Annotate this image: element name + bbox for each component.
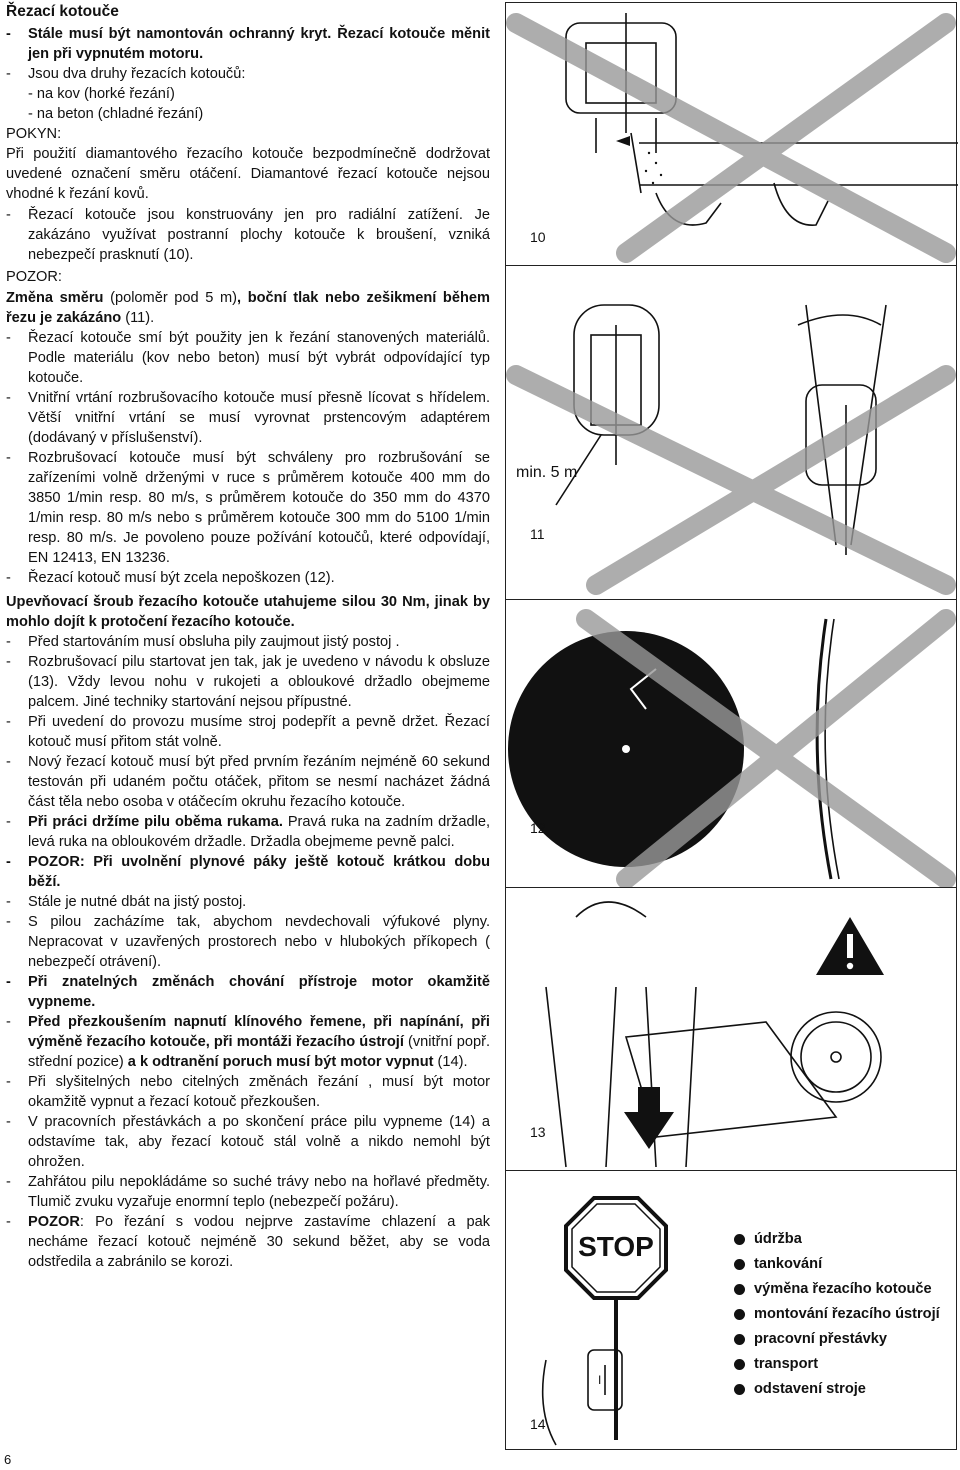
- bullet-two-hands: [6, 812, 490, 852]
- section-heading: Řezací kotouče: [6, 3, 119, 20]
- list-item: transport: [734, 1352, 940, 1377]
- two-hands-rest: Pravá ruka na zadním držadle, levá ruka na obloukovém držadle. Držadla obejmeme pevně palci.: [28, 814, 490, 850]
- bullet-throttle-release: - POZOR: Při uvolnění plynové páky ještě kotouč krátkou dobu běží.: [6, 852, 490, 892]
- figure-12-illustration: [506, 599, 958, 887]
- bullet-disc-types: - Jsou dva druhy řezacích kotoučů:: [6, 64, 490, 84]
- figure-12: [506, 599, 956, 887]
- disc-type-metal: - na kov (horké řezání): [28, 86, 175, 102]
- bullet-bore: - Vnitřní vrtání rozbrušovacího kotouče musí přesně lícovat s hřídelem. Větší vnitřní vrtání se musí vyrovnat prstencovým adaptérem (dodávaný v příslušenství).: [6, 388, 490, 448]
- figure-13-illustration: [506, 887, 958, 1170]
- list-item: tankování: [734, 1252, 940, 1277]
- bullet-stance: - Před startováním musí obsluha pily zaujmout jistý postoj .: [6, 632, 490, 652]
- figure-14-number: 14: [530, 1416, 546, 1432]
- figure-11-number: 11: [530, 526, 545, 542]
- list-item: montování řezacího ústrojí: [734, 1302, 940, 1327]
- bullet-water-cutting: [6, 1212, 490, 1272]
- list-item: údržba: [734, 1227, 940, 1252]
- engine-off-end: (14).: [433, 1054, 468, 1070]
- bullet-support: - Při uvedení do provozu musíme stroj podepřít a pevně držet. Řezací kotouč musí přitom stát volně.: [6, 712, 490, 752]
- bullet-engine-off: [6, 1012, 490, 1072]
- torque-paragraph: Upevňovací šroub řezacího kotouče utahujeme silou 30 Nm, jinak by mohlo dojít k protočení řezacího kotouče.: [6, 594, 490, 630]
- figure-11-radius-note: min. 5 m: [516, 464, 578, 481]
- warning-part-3: , boční tlak nebo zešikmení během řezu je zakázáno: [6, 290, 490, 326]
- warning-text: [6, 288, 490, 328]
- bullet-materials: - Řezací kotouče smí být použity jen k řezání stanovených materiálů. Podle materiálu (kov nebo beton) musí být vybrát odpovídající typ kotouče.: [6, 328, 490, 388]
- figure-frame: [505, 2, 957, 1450]
- note-text: Při použití diamantového řezacího kotouče bezpodmínečně dodržovat uvedené označení směru otáčení. Diamantové řezací kotouče nejsou vhodné k řezání kovů.: [6, 146, 490, 202]
- two-hands-bold: Při práci držíme pilu oběma rukama.: [28, 814, 283, 830]
- bullet-approval: - Rozbrušovací kotouče musí být schváleny pro rozbrušování se zařízeními volně drženými v ruce s průměrem kotouče 400 mm do 3850 1/min resp. 80 m/s, s průměrem kotouče do 350 mm do 4370 1/min resp. 80 m/s nebo s průměrem kotouče 300 mm do 5100 1/min resp. 80 m/s. Je povoleno pouze požívání kotoučů, které odpovídají, EN 12413, EN 13236.: [6, 448, 490, 568]
- engine-off-bold-1: Před přezkoušením napnutí klínového řemene, při napínání, při výměně řezacího kotouče, při montáži řezacího ústrojí: [28, 1014, 490, 1050]
- figure-12-number: 12: [530, 820, 546, 836]
- bullet-stance-again: - Stále je nutné dbát na jistý postoj.: [6, 892, 490, 912]
- disc-type-concrete: - na beton (chladné řezání): [28, 106, 204, 122]
- warning-part-4: (11).: [121, 310, 155, 326]
- bullet-guard: - Stále musí být namontován ochranný kryt. Řezací kotouče měnit jen při vypnutém motoru.: [6, 24, 490, 64]
- warning-label: POZOR:: [6, 269, 62, 285]
- figure-13-number: 13: [530, 1124, 546, 1140]
- engine-off-mid: (vnitřní popř. střední pozice): [28, 1034, 490, 1070]
- list-item: odstavení stroje: [734, 1377, 940, 1402]
- bullet-new-disc-test: - Nový řezací kotouč musí být před prvním řezáním nejméně 60 sekund testován při udaném počtu otáček, přitom se nesmí nacházet žádná část těla nebo osoba v otáčecím okruhu řezacího kotouče.: [6, 752, 490, 812]
- bullet-exhaust: - S pilou zacházíme tak, abychom nevdechovali výfukové plyny. Nepracovat v uzavřených prostorech nebo v hlubokých příkopech ( nebezpečí otrávení).: [6, 912, 490, 972]
- list-item: pracovní přestávky: [734, 1327, 940, 1352]
- figure-14: [506, 1170, 956, 1451]
- bullet-breaks: - V pracovních přestávkách a po skončení práce pilu vypneme (14) a odstavíme tak, aby řezací kotouč stál volně a nikdo nemohl být ohrožen.: [6, 1112, 490, 1172]
- water-cutting-label: POZOR: [28, 1214, 80, 1230]
- bullet-behavior-change: - Při znatelných změnách chování přístroje motor okamžitě vypneme.: [6, 972, 490, 1012]
- page-number: 6: [4, 1452, 12, 1467]
- figure-10: [506, 3, 956, 265]
- figure-10-number: 10: [530, 229, 546, 245]
- bullet-undamaged: - Řezací kotouč musí být zcela nepoškozen (12).: [6, 568, 490, 588]
- instructions-column: [6, 2, 490, 1272]
- engine-switch-label: I: [598, 1373, 602, 1387]
- warning-part-2: (poloměr pod 5 m): [103, 290, 238, 306]
- figure-10-illustration: [506, 3, 958, 265]
- note-label: POKYN:: [6, 126, 62, 142]
- list-item: výměna řezacího kotouče: [734, 1277, 940, 1302]
- engine-off-situations-list: [734, 1227, 940, 1402]
- bullet-radial-load: - Řezací kotouče jsou konstruovány jen pro radiální zatížení. Je zakázáno využívat postranní plochy kotouče k broušení, vzniká nebezpečí prasknutí (10).: [6, 205, 490, 265]
- bullet-hot-saw: - Zahřátou pilu nepokládáme so suché trávy nebo na hořlavé předměty. Tlumič zvuku vyzařuje enormní teplo (nebezpečí požáru).: [6, 1172, 490, 1212]
- engine-off-bold-2: a k odtranění poruch musí být motor vypnut: [127, 1054, 434, 1070]
- water-cutting-rest: : Po řezání s vodou nejprve zastavíme chlazení a pak necháme řezací kotouč nejméně 30 sekund běžet, aby se voda odstředila a zabránilo se korozi.: [28, 1214, 490, 1270]
- bullet-starting: - Rozbrušovací pilu startovat jen tak, jak je uvedeno v návodu k obsluze (13). Vždy levou nohu v rukojeti a obloukové držadlo obejmeme palcem. Jiné techniky startování nejsou přípustné.: [6, 652, 490, 712]
- stop-sign-text: STOP: [578, 1231, 654, 1262]
- bullet-audible-change: - Při slyšitelných nebo citelných změnách řezání , musí být motor okamžitě vypnut a řezací kotouč přezkoušen.: [6, 1072, 490, 1112]
- figure-11: [506, 265, 956, 599]
- warning-part-1: Změna směru: [6, 290, 104, 306]
- figure-13: [506, 887, 956, 1170]
- figure-14-illustration: [506, 1170, 726, 1451]
- figure-11-illustration: [506, 265, 958, 599]
